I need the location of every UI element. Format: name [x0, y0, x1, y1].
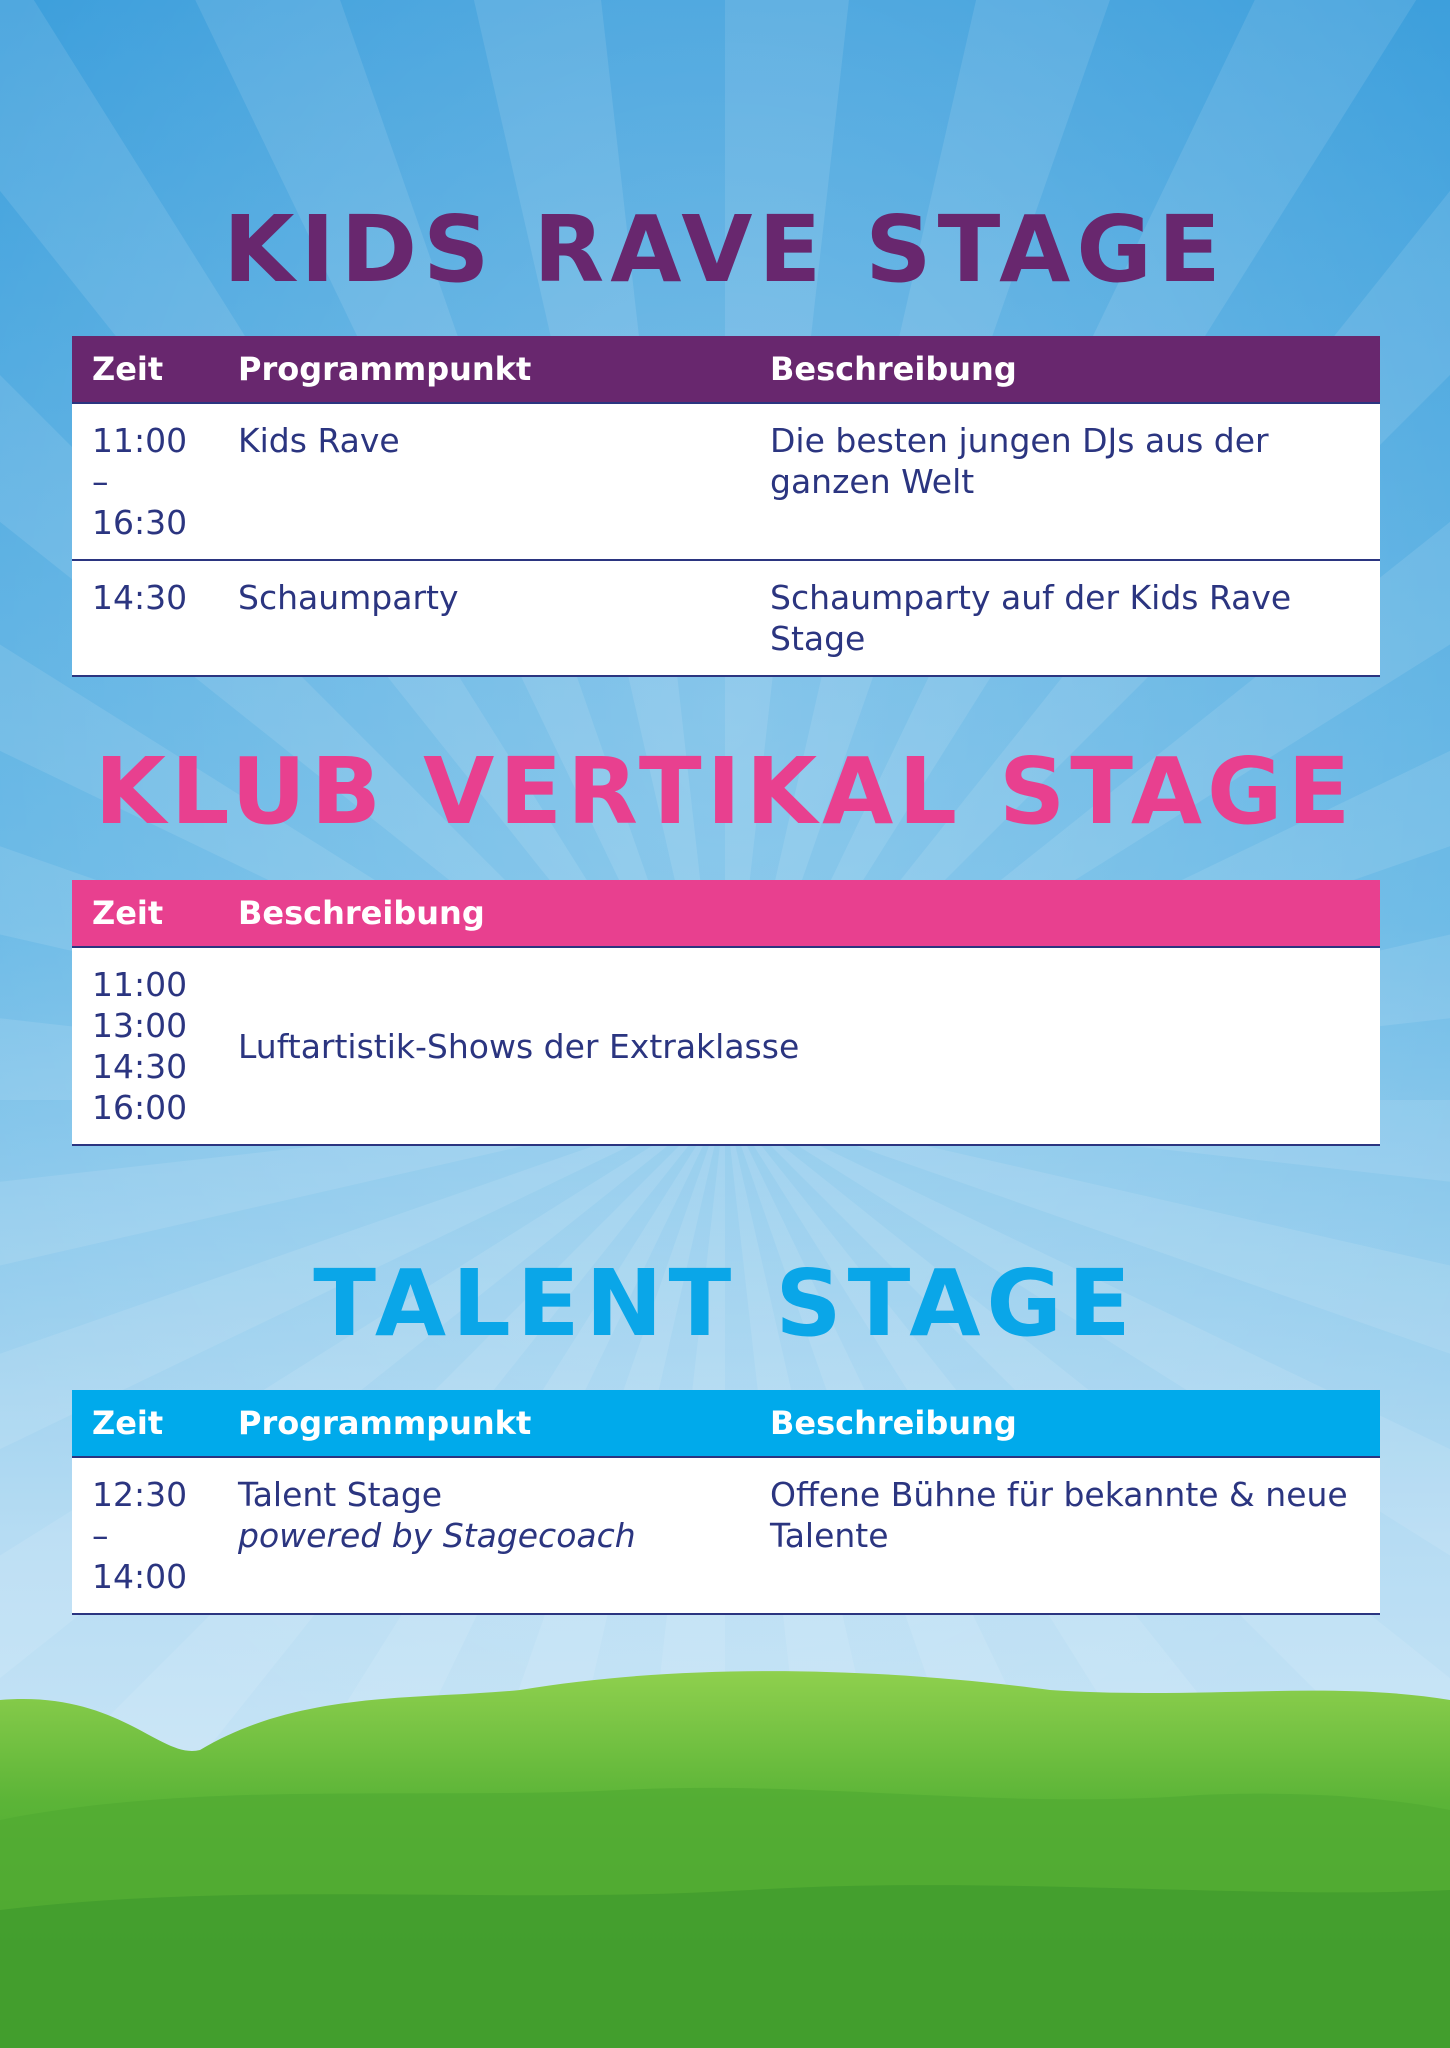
column-header-time: Zeit: [72, 336, 218, 403]
talent-stage-title: TALENT STAGE: [313, 1250, 1137, 1357]
column-header-program: Programmpunkt: [218, 1390, 750, 1457]
klub-vertikal-stage-title: KLUB VERTIKAL STAGE: [94, 738, 1356, 845]
klub-vertikal-schedule-table: [72, 880, 1380, 1146]
column-header-time: Zeit: [72, 1390, 218, 1457]
time-cell: 11:00 13:00 14:30 16:00: [72, 947, 218, 1145]
table-row: [72, 947, 1380, 1145]
talent-stage-schedule-table: [72, 1390, 1380, 1615]
column-header-description: Beschreibung: [750, 1390, 1380, 1457]
table-header-row: [72, 1390, 1380, 1457]
description-cell: Die besten jungen DJs aus der ganzen Welt: [750, 403, 1380, 560]
column-header-program: Programmpunkt: [218, 336, 750, 403]
program-cell: Schaumparty: [218, 560, 750, 676]
description-cell: Luftartistik-Shows der Extraklasse: [218, 947, 1380, 1145]
program-cell: Kids Rave: [218, 403, 750, 560]
program-name: Talent Stage: [238, 1475, 443, 1514]
description-cell: Offene Bühne für bekannte & neue Talente: [750, 1457, 1380, 1614]
description-cell: Schaumparty auf der Kids Rave Stage: [750, 560, 1380, 676]
time-cell: 12:30 – 14:00: [72, 1457, 218, 1614]
column-header-time: Zeit: [72, 880, 218, 947]
table-row: [72, 1457, 1380, 1614]
table-header-row: [72, 880, 1380, 947]
column-header-description: Beschreibung: [218, 880, 1380, 947]
kids-rave-schedule-table: [72, 336, 1380, 677]
time-cell: 14:30: [72, 560, 218, 676]
table-header-row: [72, 336, 1380, 403]
table-row: [72, 403, 1380, 560]
time-cell: 11:00 – 16:30: [72, 403, 218, 560]
program-sponsor-line: powered by Stagecoach: [238, 1516, 636, 1555]
kids-rave-stage-title: KIDS RAVE STAGE: [223, 196, 1227, 303]
program-cell: [218, 1457, 750, 1614]
table-row: [72, 560, 1380, 676]
column-header-description: Beschreibung: [750, 336, 1380, 403]
